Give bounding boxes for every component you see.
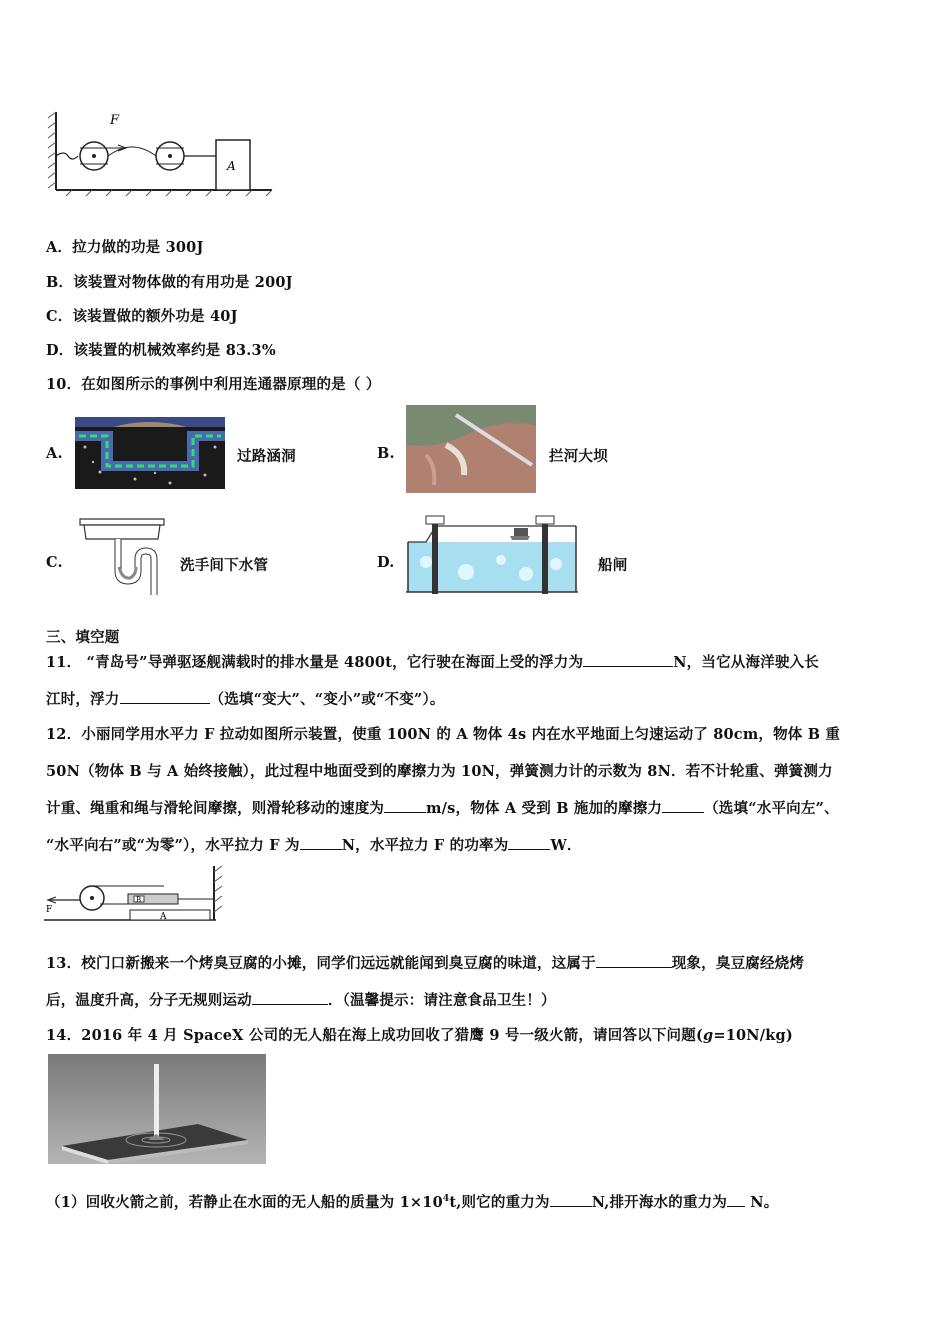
q10-label-a: 过路涵洞 — [237, 448, 296, 465]
q14-sub1-b: t,则它的重力为 — [449, 1194, 550, 1211]
q14-sub1-c: N,排开海水的重力为 — [591, 1194, 728, 1211]
q13-text-2a: 后，温度升高，分子无规则运动 — [46, 992, 252, 1009]
q12-text-3a: 计重、绳重和绳与滑轮间摩擦，则滑轮移动的速度为 — [46, 800, 385, 817]
q10-letter-c: C. — [46, 554, 63, 571]
sink-drain-image — [78, 515, 170, 595]
q11-blank-2[interactable] — [120, 689, 210, 704]
q10-letter-a: A. — [46, 445, 63, 462]
q12-text-3c: （选填“水平向左”、 — [704, 800, 839, 817]
q10-letter-d: D. — [377, 554, 395, 571]
q12-text-4a: “水平向右”或“为零”），水平拉力 F 为 — [46, 837, 300, 854]
q9-option-b: B．该装置对物体做的有用功是 200J — [46, 274, 293, 291]
dam-image — [406, 405, 536, 493]
q13-line2 — [46, 989, 556, 1010]
q9-option-a: A．拉力做的功是 300J — [46, 239, 204, 256]
q14-stem-g: g — [703, 1027, 714, 1044]
q10-label-d: 船闸 — [598, 557, 628, 574]
q14-stem — [46, 1024, 793, 1045]
q11-blank-1[interactable] — [583, 652, 673, 667]
q10-label-c: 洗手间下水管 — [180, 557, 269, 574]
q11-text-3: 江时，浮力 — [46, 691, 120, 708]
q10-label-b: 拦河大坝 — [549, 448, 608, 465]
q12-text-4c: W． — [550, 837, 582, 854]
fig2-force-label: F — [46, 905, 53, 915]
culvert-image — [75, 417, 225, 489]
ship-lock-image — [406, 512, 578, 598]
q14-sub1 — [46, 1191, 778, 1212]
q12-blank-speed[interactable] — [384, 798, 426, 813]
force-label: F — [110, 113, 120, 128]
fig2-block-b-label: B — [136, 896, 142, 904]
q12-line4 — [46, 834, 582, 855]
q13-text-1b: 现象，臭豆腐经烧烤 — [671, 955, 805, 972]
q13-line1 — [46, 952, 804, 973]
q10-stem: 10．在如图所示的事例中利用连通器原理的是（ ） — [46, 376, 381, 393]
q12-line3 — [46, 797, 839, 818]
q12-blank-friction[interactable] — [662, 798, 704, 813]
q11-line1 — [46, 651, 819, 672]
q12-line2: 50N（物体 B 与 A 始终接触），此过程中地面受到的摩擦力为 10N，弹簧测力计的示数为 8N．若不计轮重、弹簧测力 — [46, 763, 833, 780]
q14-sub1-exp: 4 — [442, 1194, 450, 1205]
pulley-spring-figure — [44, 864, 226, 926]
q12-blank-power[interactable] — [508, 835, 550, 850]
q13-text-2b: ．（温馨提示：请注意食品卫生！） — [327, 992, 556, 1009]
q14-stem-b: =10N/kg) — [713, 1027, 793, 1044]
q13-blank-1[interactable] — [596, 953, 672, 968]
q12-line1: 12．小丽同学用水平力 F 拉动如图所示装置，使重 100N 的 A 物体 4s 内在水平地面上匀速运动了 80cm，物体 B 重 — [46, 726, 841, 743]
q10-letter-b: B. — [377, 445, 395, 462]
q9-option-c: C．该装置做的额外功是 40J — [46, 308, 238, 325]
block-a-label: A — [227, 159, 236, 173]
q11-text-2: N，当它从海洋驶入长 — [673, 654, 819, 671]
q11-line2 — [46, 688, 445, 709]
q11-text-1: 11． “青岛号”导弹驱逐舰满载时的排水量是 4800t，它行驶在海面上受的浮力为 — [46, 654, 584, 671]
q14-sub1-a: （1）回收火箭之前，若静止在水面的无人船的质量为 1×10 — [46, 1194, 443, 1211]
q13-blank-2[interactable] — [252, 990, 328, 1005]
q12-text-3b: m/s，物体 A 受到 B 施加的摩擦力 — [426, 800, 663, 817]
q12-blank-force[interactable] — [300, 835, 342, 850]
drone-ship-photo — [48, 1054, 266, 1164]
q14-stem-a: 14．2016 年 4 月 SpaceX 公司的无人船在海上成功回收了猎鹰 9 号一级火箭，请回答以下问题( — [46, 1027, 704, 1044]
q14-sub1-d: N。 — [745, 1194, 779, 1211]
section-heading: 三、填空题 — [46, 629, 120, 646]
q9-option-d: D．该装置的机械效率约是 83.3% — [46, 342, 276, 359]
q11-text-4: （选填“变大”、“变小”或“不变”）。 — [209, 691, 445, 708]
q14-blank-gravity[interactable] — [550, 1192, 592, 1207]
q12-text-4b: N，水平拉力 F 的功率为 — [341, 837, 509, 854]
fig2-block-a-label: A — [160, 912, 167, 922]
q14-blank-seawater[interactable] — [727, 1192, 745, 1207]
pulley-block-figure — [46, 108, 278, 198]
q13-text-1a: 13．校门口新搬来一个烤臭豆腐的小摊，同学们远远就能闻到臭豆腐的味道，这属于 — [46, 955, 596, 972]
